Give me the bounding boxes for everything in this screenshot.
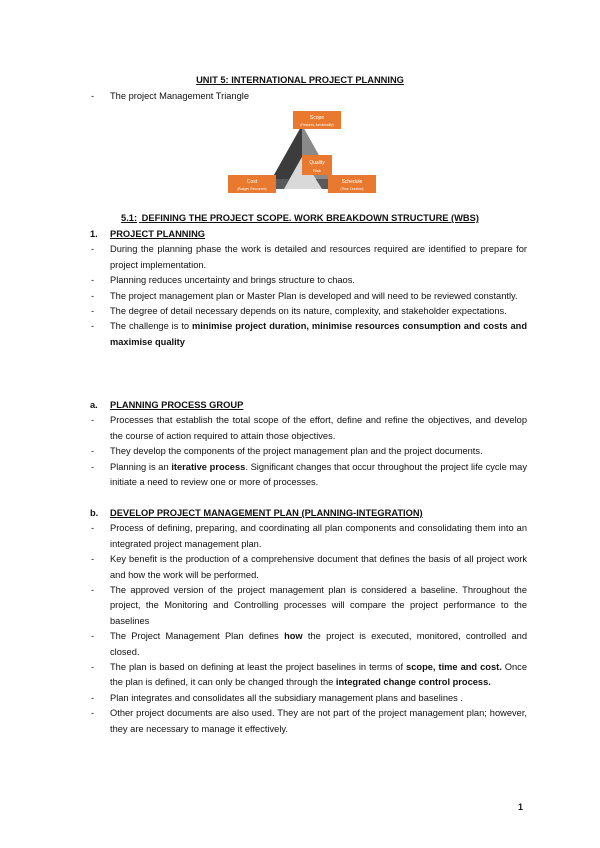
heading-marker: a. [90, 400, 98, 410]
develop-plan-list [90, 521, 527, 737]
develop-plan-section [90, 506, 527, 737]
list-item: - They develop the components of the project management plan and the project documents. [90, 444, 527, 459]
section-heading [0, 211, 600, 226]
list-item [90, 660, 527, 691]
project-planning-heading [90, 227, 527, 242]
item-text: Planning is an [110, 461, 172, 472]
item-text: Once the plan is defined, it can only be changed through the [110, 662, 528, 688]
list-item: - During the planning phase the work is detailed and resources required are identified to prepare for project implementation. [90, 242, 527, 273]
list-item: - Other project documents are also used. They are not part of the project management plan; however, they are necessary to manage it effectively. [90, 706, 527, 737]
heading-text: DEVELOP PROJECT MANAGEMENT PLAN (PLANNING-INTEGRATION) [110, 508, 423, 518]
item-text: the project is executed, monitored, controlled and closed. [110, 631, 527, 657]
list-item [90, 319, 527, 350]
intro-list [90, 89, 249, 104]
list-item: - Plan integrates and consolidates all the subsidiary management plans and baselines . [90, 691, 527, 706]
item-text: The challenge is to [110, 321, 193, 332]
develop-plan-heading [90, 506, 527, 521]
item-bold-text: minimise project duration, minimise resources consumption and costs and maximise quality [110, 321, 528, 347]
heading-text: PLANNING PROCESS GROUP [110, 400, 244, 410]
page-title: UNIT 5: INTERNATIONAL PROJECT PLANNING [196, 75, 404, 85]
list-item: - Process of defining, preparing, and coordinating all plan components and consolidating them into an integrated project management plan. [90, 521, 527, 552]
schedule-label: Schedule [341, 179, 363, 185]
quality-label: Quality [309, 160, 325, 166]
scope-label: Scope [309, 115, 325, 121]
project-planning-section [90, 227, 527, 350]
scope-sub: (Features, functionality) [300, 123, 334, 127]
intro-item: - The project Management Triangle [90, 89, 249, 104]
planning-process-group-heading [90, 398, 527, 413]
list-item: - The approved version of the project management plan is considered a baseline. Throughout the project, the Monitoring and Controlling processes will compare the project performance to the baselines [90, 583, 527, 629]
item-text: The plan is based on defining at least the project baselines in terms of [110, 662, 407, 673]
cost-label: Cost [246, 179, 258, 185]
project-triangle-figure [226, 107, 378, 195]
list-item [90, 460, 527, 491]
section-number: 5.1: [121, 213, 138, 223]
item-text: . Significant changes that occur throughout the project life cycle may initiate a need to review one or more of processes. [110, 461, 527, 488]
page-number: 1 [518, 802, 524, 812]
item-bold-text: iterative process [171, 461, 246, 472]
list-item: - Processes that establish the total scope of the effort, define and refine the objectives, and develop the course of action required to attain those objectives. [90, 413, 527, 444]
item-bold-text: scope, time and cost. [406, 662, 502, 673]
heading-text: PROJECT PLANNING [110, 229, 206, 239]
planning-process-group-section [90, 398, 527, 490]
list-item: - Planning reduces uncertainty and brings structure to chaos. [90, 273, 527, 288]
risk-label: Risk [313, 168, 321, 173]
heading-marker: 1. [90, 229, 98, 239]
item-text: The Project Management Plan defines [110, 631, 285, 642]
item-bold-text: integrated change control process. [335, 677, 491, 688]
list-item: - The project management plan or Master Plan is developed and will need to be reviewed constantly. [90, 289, 527, 304]
project-planning-list [90, 242, 527, 350]
list-item: - Key benefit is the production of a comprehensive document that defines the basis of all project work and how the work will be performed. [90, 552, 527, 583]
heading-marker: b. [90, 508, 99, 518]
item-bold-text: how [284, 631, 303, 642]
cost-sub: (Budget, Resources) [237, 187, 267, 191]
list-item [90, 629, 527, 660]
planning-process-group-list [90, 413, 527, 490]
list-item: - The degree of detail necessary depends on its nature, complexity, and stakeholder expectations. [90, 304, 527, 319]
schedule-sub: (Time, Duration) [340, 187, 364, 191]
section-title-text: DEFINING THE PROJECT SCOPE. WORK BREAKDOWN STRUCTURE (WBS) [141, 213, 479, 223]
